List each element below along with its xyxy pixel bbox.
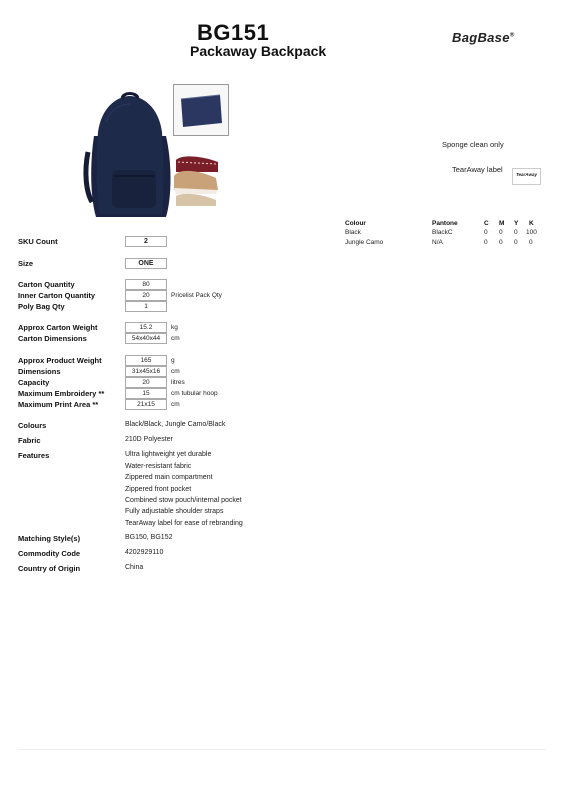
pantone-row-m: 0 (499, 229, 503, 236)
max-embroidery-unit: cm tubular hoop (171, 390, 218, 397)
pantone-header-y: Y (514, 220, 519, 227)
feature-item: Fully adjustable shoulder straps (125, 508, 224, 515)
poly-bag-qty-label: Poly Bag Qty (18, 302, 65, 311)
pantone-header-colour: Colour (345, 220, 366, 227)
feature-item: Zippered main compartment (125, 474, 213, 481)
shoes-image (172, 150, 222, 208)
pantone-row-c: 0 (484, 239, 488, 246)
feature-item: Water-resistant fabric (125, 463, 192, 470)
pantone-row-m: 0 (499, 239, 503, 246)
max-print-label: Maximum Print Area ** (18, 400, 99, 409)
capacity-label: Capacity (18, 378, 50, 387)
dimensions-label: Dimensions (18, 367, 61, 376)
sku-count-value: 2 (125, 236, 167, 247)
pantone-header-k: K (529, 220, 534, 227)
product-code: BG151 (197, 20, 270, 45)
pantone-header-m: M (499, 220, 505, 227)
pantone-row-k: 0 (529, 239, 533, 246)
country-origin-label: Country of Origin (18, 564, 81, 573)
pantone-header-c: C (484, 220, 489, 227)
max-embroidery-label: Maximum Embroidery ** (18, 389, 105, 398)
poly-bag-qty-value: 1 (125, 301, 167, 312)
country-origin-value: China (125, 564, 144, 571)
pantone-row-c: 0 (484, 229, 488, 236)
carton-qty-label: Carton Quantity (18, 280, 75, 289)
carton-weight-unit: kg (171, 324, 178, 331)
care-clean: Sponge clean only (442, 140, 504, 149)
colours-value: Black/Black, Jungle Camo/Black (125, 421, 226, 428)
product-weight-value: 165 (125, 355, 167, 366)
carton-qty-value: 80 (125, 279, 167, 290)
matching-styles-label: Matching Style(s) (18, 534, 81, 543)
tearaway-logo (512, 168, 541, 185)
pantone-row-pantone: N/A (432, 239, 443, 246)
pantone-row-pantone: BlackC (432, 229, 453, 236)
size-value: ONE (125, 258, 167, 269)
pantone-row-colour: Black (345, 229, 361, 236)
pouch-image (173, 84, 229, 136)
product-weight-label: Approx Product Weight (18, 356, 102, 365)
pantone-row-y: 0 (514, 239, 518, 246)
max-embroidery-value: 15 (125, 388, 167, 399)
feature-item: TearAway label for ease of rebranding (125, 520, 243, 527)
commodity-code-label: Commodity Code (18, 549, 81, 558)
carton-dims-unit: cm (171, 335, 180, 342)
pantone-row-colour: Jungle Camo (345, 239, 384, 246)
product-weight-unit: g (171, 357, 175, 364)
sku-count-label: SKU Count (18, 237, 58, 246)
dimensions-unit: cm (171, 368, 180, 375)
dimensions-value: 31x45x16 (125, 366, 167, 377)
carton-weight-value: 15.2 (125, 322, 167, 333)
feature-item: Zippered front pocket (125, 486, 192, 493)
capacity-unit: litres (171, 379, 185, 386)
inner-carton-qty-label: Inner Carton Quantity (18, 291, 96, 300)
brand-logo (452, 30, 514, 45)
size-label: Size (18, 259, 34, 268)
backpack-image (80, 92, 175, 220)
colours-label: Colours (18, 421, 47, 430)
product-name: Packaway Backpack (190, 43, 327, 59)
carton-dims-value: 54x40x44 (125, 333, 167, 344)
feature-item: Combined stow pouch/internal pocket (125, 497, 242, 504)
pantone-row-k: 100 (526, 229, 537, 236)
capacity-value: 20 (125, 377, 167, 388)
footer-divider (18, 749, 546, 750)
max-print-value: 21x15 (125, 399, 167, 410)
max-print-unit: cm (171, 401, 180, 408)
matching-styles-value: BG150, BG152 (125, 534, 173, 541)
tearaway-logo-text: TearAway (515, 172, 538, 177)
feature-item: Ultra lightweight yet durable (125, 451, 212, 458)
inner-carton-qty-value: 20 (125, 290, 167, 301)
pantone-row-y: 0 (514, 229, 518, 236)
features-label: Features (18, 451, 50, 460)
fabric-value: 210D Polyester (125, 436, 173, 443)
fabric-label: Fabric (18, 436, 41, 445)
carton-dims-label: Carton Dimensions (18, 334, 87, 343)
carton-weight-label: Approx Carton Weight (18, 323, 98, 332)
pantone-header-pantone: Pantone (432, 220, 458, 227)
pricelist-pack-note: Pricelist Pack Qty (171, 292, 222, 299)
brand-mark: ® (509, 32, 515, 39)
commodity-code-value: 4202929110 (125, 549, 164, 556)
care-label: TearAway label (452, 165, 503, 174)
brand-name: BagBase (452, 30, 510, 45)
